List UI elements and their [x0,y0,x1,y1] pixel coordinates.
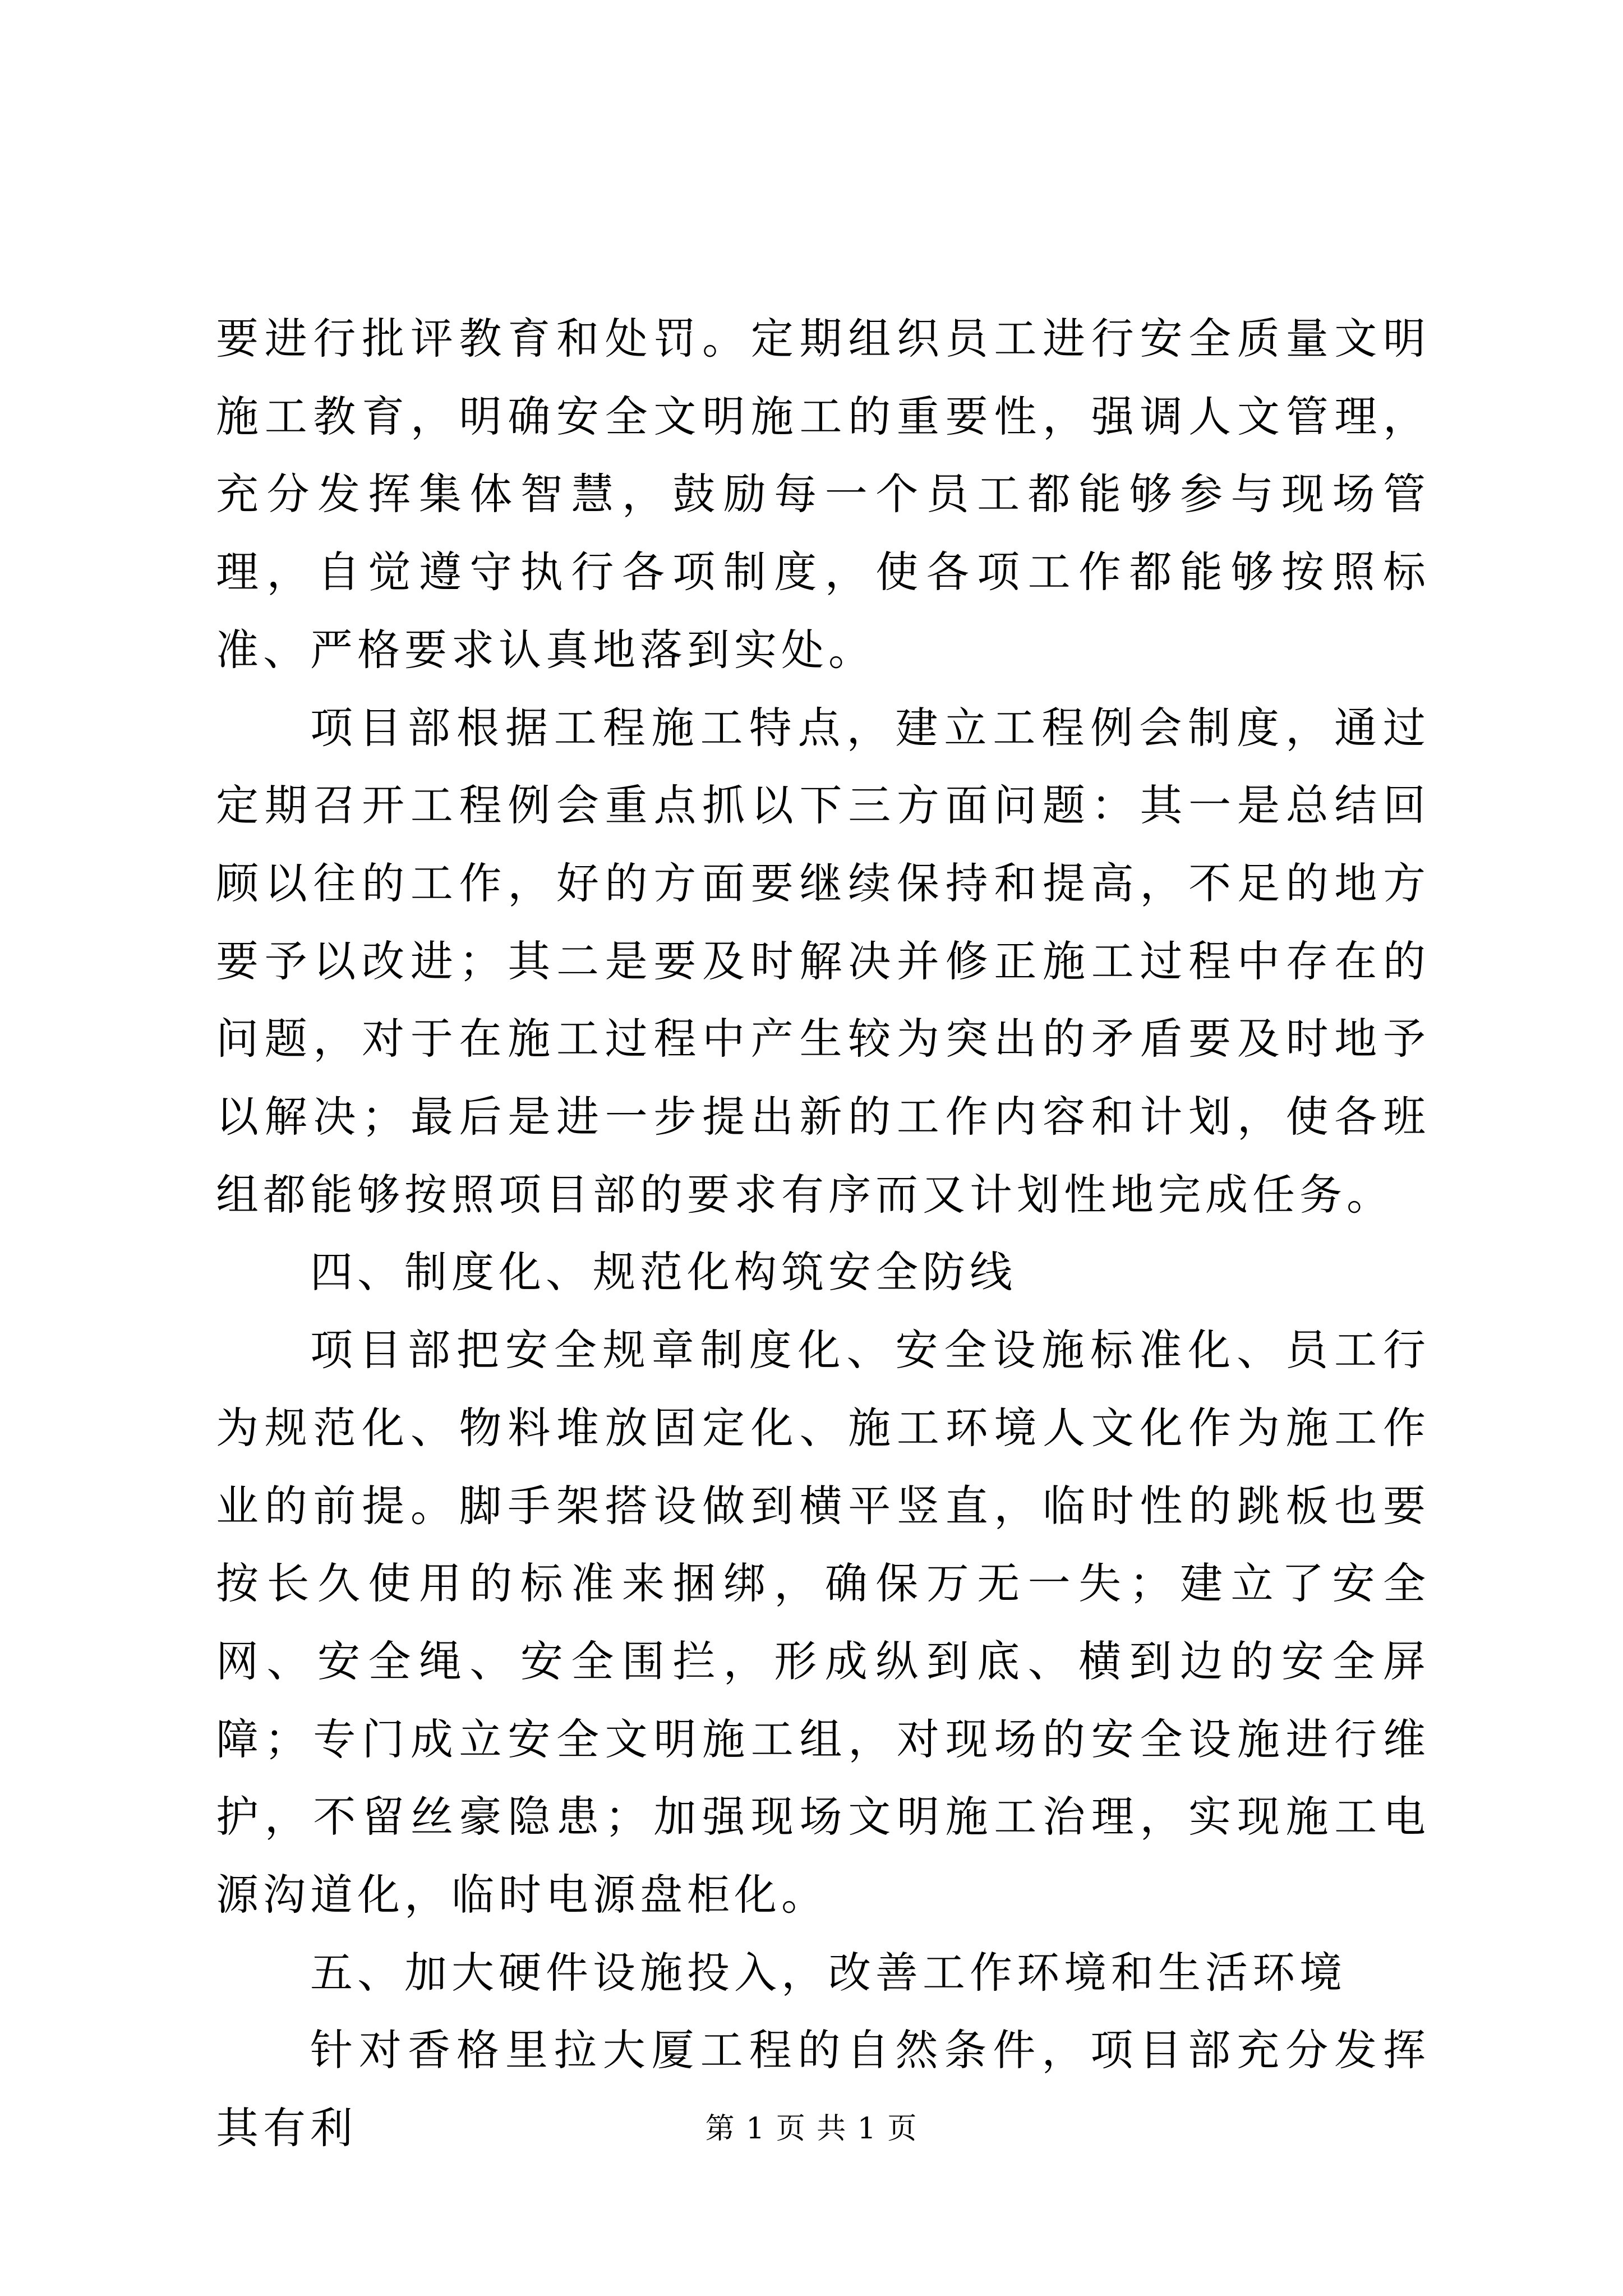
document-body [216,300,1430,2168]
section-heading-five: 五、加大硬件设施投入，改善工作环境和生活环境 [310,1947,1347,1998]
section-heading-four: 四、制度化、规范化构筑安全防线 [310,1247,1017,1297]
paragraph-shangri-la: 针对香格里拉大厦工程的自然条件，项目部充分发挥其有利 [216,2025,1430,2154]
paragraph-meeting-system: 项目部根据工程施工特点，建立工程例会制度，通过定期召开工程例会重点抓以下三方面问题：其一是总结回顾以往的工作，好的方面要继续保持和提高，不足的地方要予以改进；其二是要及时解决并修正施工过程中存在的问题，对于在施工过程中产生较为突出的矛盾要及时地予以解决；最后是进一步提出新的工作内容和计划，使各班组都能够按照项目部的要求有序而又计划性地完成任务。 [216,702,1430,1220]
page-number: 第 1 页 共 1 页 [705,2112,918,2146]
paragraph-continuation: 要进行批评教育和处罚。定期组织员工进行安全质量文明施工教育，明确安全文明施工的重要性，强调人文管理，充分发挥集体智慧，鼓励每一个员工都能够参与现场管理，自觉遵守执行各项制度，使各项工作都能够按照标准、严格要求认真地落到实处。 [216,314,1430,675]
paragraph-safety-rules: 项目部把安全规章制度化、安全设施标准化、员工行为规范化、物料堆放固定化、施工环境人文化作为施工作业的前提。脚手架搭设做到横平竖直，临时性的跳板也要按长久使用的标准来捆绑，确保万无一失；建立了安全网、安全绳、安全围拦，形成纵到底、横到边的安全屏障；专门成立安全文明施工组，对现场的安全设施进行维护，不留丝豪隐患；加强现场文明施工治理，实现施工电源沟道化，临时电源盘柜化。 [216,1325,1430,1920]
